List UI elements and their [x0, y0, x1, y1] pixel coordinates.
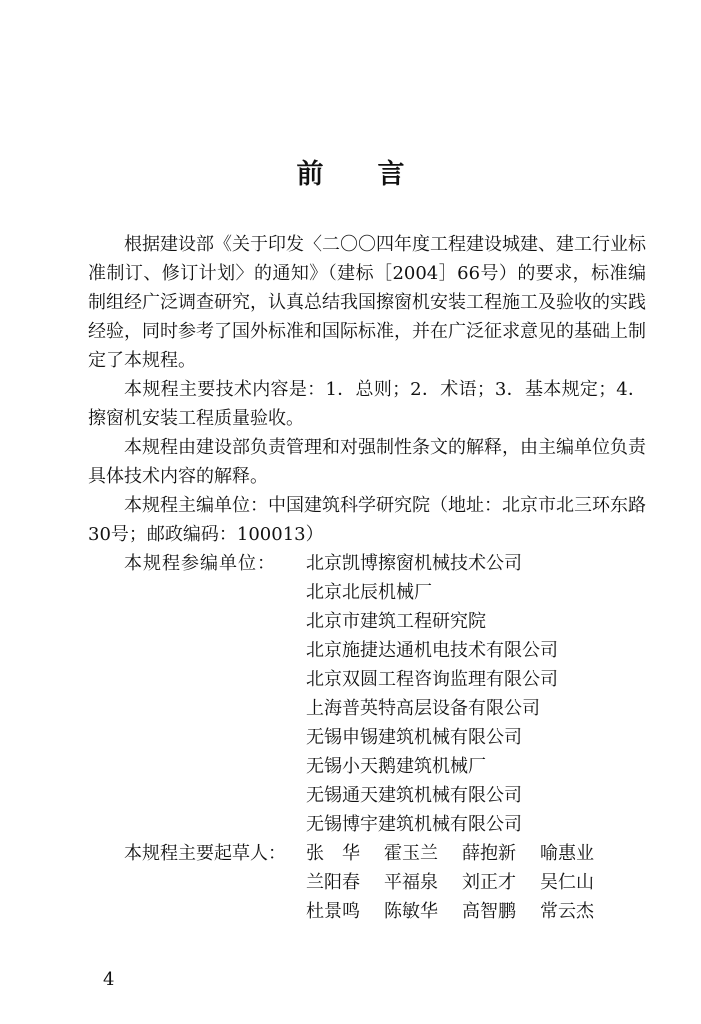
preface-body — [88, 230, 646, 926]
participant-unit: 上海普英特高层设备有限公司 — [306, 698, 540, 719]
participant-unit: 北京市建筑工程研究院 — [306, 611, 486, 632]
drafter-name: 常云杰 — [540, 901, 594, 922]
title-char-2: 言 — [377, 159, 405, 190]
drafter-name: 霍玉兰 — [384, 843, 438, 864]
drafter-name: 平福泉 — [384, 872, 438, 893]
drafter-name: 兰阳春 — [306, 872, 360, 893]
participant-row — [88, 810, 646, 839]
drafter-name: 高智鹏 — [462, 901, 516, 922]
participant-row — [88, 723, 646, 752]
page-title — [0, 155, 701, 195]
participant-unit: 北京施捷达通机电技术有限公司 — [306, 640, 558, 661]
drafter-name: 张 华 — [306, 843, 360, 864]
participant-unit: 无锡博宇建筑机械有限公司 — [306, 814, 522, 835]
participant-unit: 北京凯博擦窗机械技术公司 — [306, 553, 522, 574]
drafter-name: 杜景鸣 — [306, 901, 360, 922]
participant-row — [88, 752, 646, 781]
drafter-name: 薛抱新 — [462, 843, 516, 864]
participant-unit: 无锡申锡建筑机械有限公司 — [306, 727, 522, 748]
drafter-name: 刘正才 — [462, 872, 516, 893]
page-number: 4 — [103, 969, 115, 990]
paragraph-compilation-basis: 根据建设部《关于印发〈二〇〇四年度工程建设城建、建工行业标准制订、修订计划〉的通知》（建标［2004］66号）的要求，标准编制组经广泛调查研究，认真总结我国擦窗机安装工程施工及验收的实践经验，同时参考了国外标准和国际标准，并在广泛征求意见的基础上制定了本规程。 — [88, 234, 646, 371]
participant-unit: 北京双圆工程咨询监理有限公司 — [306, 669, 558, 690]
participant-unit: 北京北辰机械厂 — [306, 582, 432, 603]
paragraph-main-contents: 本规程主要技术内容是：1．总则；2．术语；3．基本规定；4．擦窗机安装工程质量验收。 — [88, 379, 646, 429]
drafter-row — [88, 868, 646, 897]
participant-unit: 无锡通天建筑机械有限公司 — [306, 785, 522, 806]
participant-row — [88, 636, 646, 665]
participant-row — [88, 607, 646, 636]
drafter-name: 陈敏华 — [384, 901, 438, 922]
title-char-1: 前 — [296, 159, 324, 190]
participant-row — [88, 694, 646, 723]
participants-label: 本规程参编单位： — [124, 553, 276, 574]
drafters-label: 本规程主要起草人： — [124, 843, 286, 864]
participant-row — [88, 665, 646, 694]
participant-row — [88, 781, 646, 810]
drafter-name: 吴仁山 — [540, 872, 594, 893]
paragraph-interpretation: 本规程由建设部负责管理和对强制性条文的解释，由主编单位负责具体技术内容的解释。 — [88, 437, 646, 487]
drafter-row — [88, 839, 646, 868]
participant-row — [88, 549, 646, 578]
drafter-row — [88, 897, 646, 926]
paragraph-chief-unit: 本规程主编单位：中国建筑科学研究院（地址：北京市北三环东路30号；邮政编码：100013） — [88, 495, 646, 545]
participant-unit: 无锡小天鹅建筑机械厂 — [306, 756, 486, 777]
participant-row — [88, 578, 646, 607]
drafter-name: 喻惠业 — [540, 843, 594, 864]
